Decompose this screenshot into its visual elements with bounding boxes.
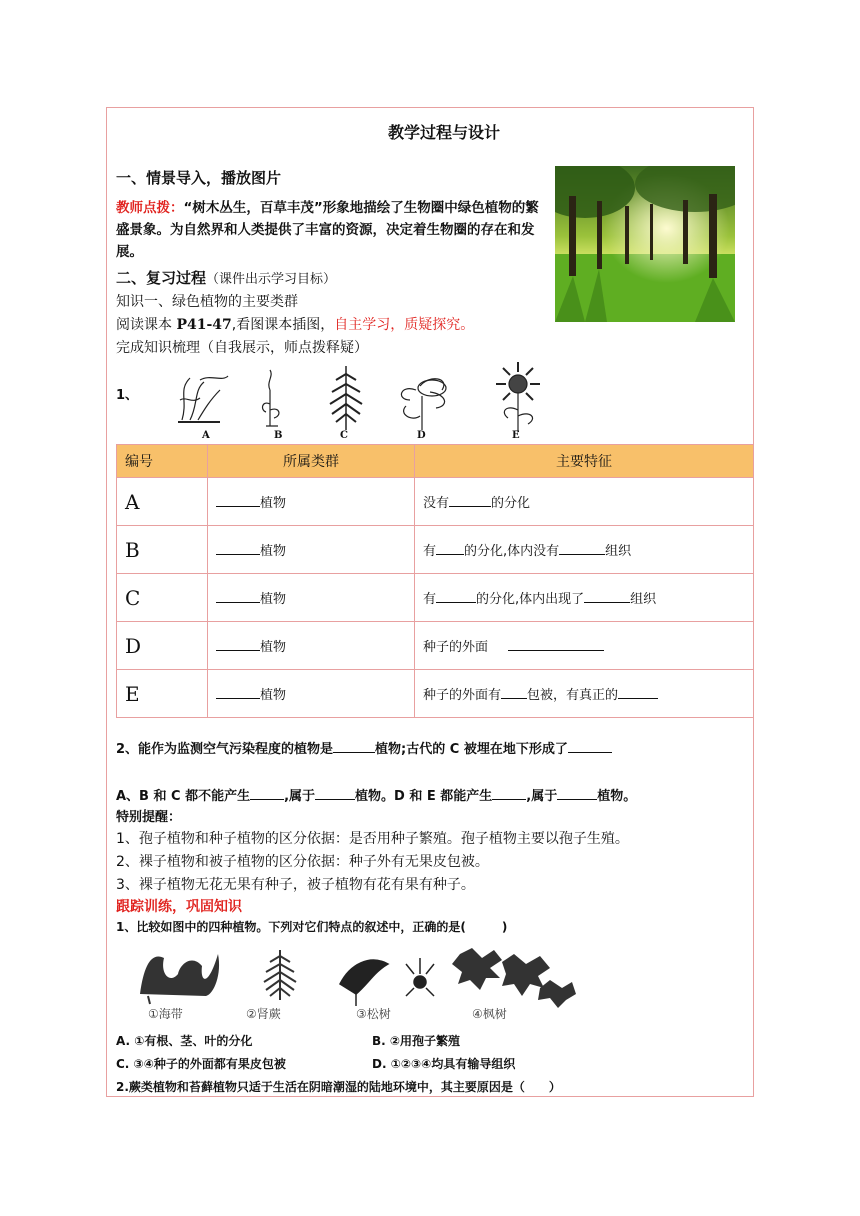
reading-instruction xyxy=(116,314,474,334)
row-group: 植物 xyxy=(208,622,415,670)
exercise1-plant-images xyxy=(130,944,580,1020)
plant-letter: C xyxy=(340,430,348,441)
plant-caption: ③松树 xyxy=(356,1007,391,1020)
teacher-tip-paragraph xyxy=(116,197,544,263)
table-header-group: 所属类群 xyxy=(208,445,415,478)
summary-line: 完成知识梳理（自我展示，师点拨释疑） xyxy=(116,340,368,356)
table-row xyxy=(117,526,754,574)
teacher-tip-label: 教师点拨： xyxy=(116,200,184,216)
plant-illustrations xyxy=(170,360,560,442)
reading-red-highlight: 自主学习，质疑探究。 xyxy=(334,317,475,333)
table-row xyxy=(117,478,754,526)
reading-pages: P41-47 xyxy=(176,317,232,333)
plant-letter: B xyxy=(274,430,283,441)
row-code: A xyxy=(117,478,208,526)
plant-letter: A xyxy=(202,430,210,441)
plant-letter: D xyxy=(417,430,426,441)
row-code: D xyxy=(117,622,208,670)
row-code: E xyxy=(117,670,208,718)
option-c: C. ③④种子的外面都有果皮包被 xyxy=(116,1057,286,1071)
row-feature: 种子的外面有 包被，有真正的 xyxy=(415,670,754,718)
plant-letter: E xyxy=(512,430,520,441)
section2-heading-note: （课件出示学习目标） xyxy=(206,272,337,287)
teacher-tip-text: “树木丛生，百草丰茂”形象地描绘了生物圈中绿色植物的繁盛景象。为自然界和人类提供了丰富的资源，决定着生物圈的存在和发展。 xyxy=(116,200,539,260)
row-code: C xyxy=(117,574,208,622)
section2-heading: 二、复习过程 xyxy=(116,269,207,287)
special-reminder-label: 特别提醒： xyxy=(116,810,182,825)
knowledge1-line: 知识一、绿色植物的主要类群 xyxy=(116,294,298,310)
section1-heading: 一、情景导入，播放图片 xyxy=(116,169,282,187)
reminder-item: 3、裸子植物无花无果有种子，被子植物有花有果有种子。 xyxy=(116,877,475,893)
exercise1-question: 1、比较如图中的四种植物。下列对它们特点的叙述中，正确的是( ) xyxy=(116,920,508,934)
question2: 2、能作为监测空气污染程度的植物是 植物;古代的 C 被埋在地下形成了 xyxy=(116,738,612,757)
table-row xyxy=(117,622,754,670)
row-code: B xyxy=(117,526,208,574)
option-d: D. ①②③④均具有输导组织 xyxy=(372,1057,516,1071)
question1-label: 1、 xyxy=(116,388,139,403)
row-feature: 有 的分化,体内没有 组织 xyxy=(415,526,754,574)
row-group: 植物 xyxy=(208,670,415,718)
plant-caption: ①海带 xyxy=(148,1007,183,1020)
reminder-item: 2、裸子植物和被子植物的区分依据：种子外有无果皮包被。 xyxy=(116,854,489,870)
row-group: 植物 xyxy=(208,526,415,574)
row-feature: 有 的分化,体内出现了 组织 xyxy=(415,574,754,622)
plant-caption: ②肾蕨 xyxy=(246,1007,281,1020)
row-group: 植物 xyxy=(208,574,415,622)
option-a: A. ①有根、茎、叶的分化 xyxy=(116,1034,253,1048)
table-header-row xyxy=(117,445,754,478)
section2-heading-line xyxy=(116,267,336,288)
row-feature: 没有 的分化 xyxy=(415,478,754,526)
reminder-item: 1、孢子植物和种子植物的区分依据：是否用种子繁殖。孢子植物主要以孢子生殖。 xyxy=(116,831,629,847)
exercise2-question: 2.蕨类植物和苔藓植物只适于生活在阴暗潮湿的陆地环境中，其主要原因是（ ） xyxy=(116,1080,561,1094)
option-b: B. ②用孢子繁殖 xyxy=(372,1034,461,1048)
table-header-features: 主要特征 xyxy=(415,445,754,478)
row-feature: 种子的外面 xyxy=(415,622,754,670)
table-row xyxy=(117,670,754,718)
reading-prefix: 阅读课本 xyxy=(116,317,177,333)
tracking-heading: 跟踪训练，巩固知识 xyxy=(116,899,242,915)
forest-photo xyxy=(555,166,735,322)
table-row xyxy=(117,574,754,622)
plant-caption: ④枫树 xyxy=(472,1007,507,1020)
plant-classification-table xyxy=(116,444,754,718)
row-group: 植物 xyxy=(208,478,415,526)
table-header-code: 编号 xyxy=(117,445,208,478)
question3: A、B 和 C 都不能产生 ,属于 植物。D 和 E 都能产生 ,属于 植物。 xyxy=(116,789,637,804)
reading-middle: ,看图课本插图， xyxy=(231,317,335,333)
page-title: 教学过程与设计 xyxy=(388,123,501,142)
